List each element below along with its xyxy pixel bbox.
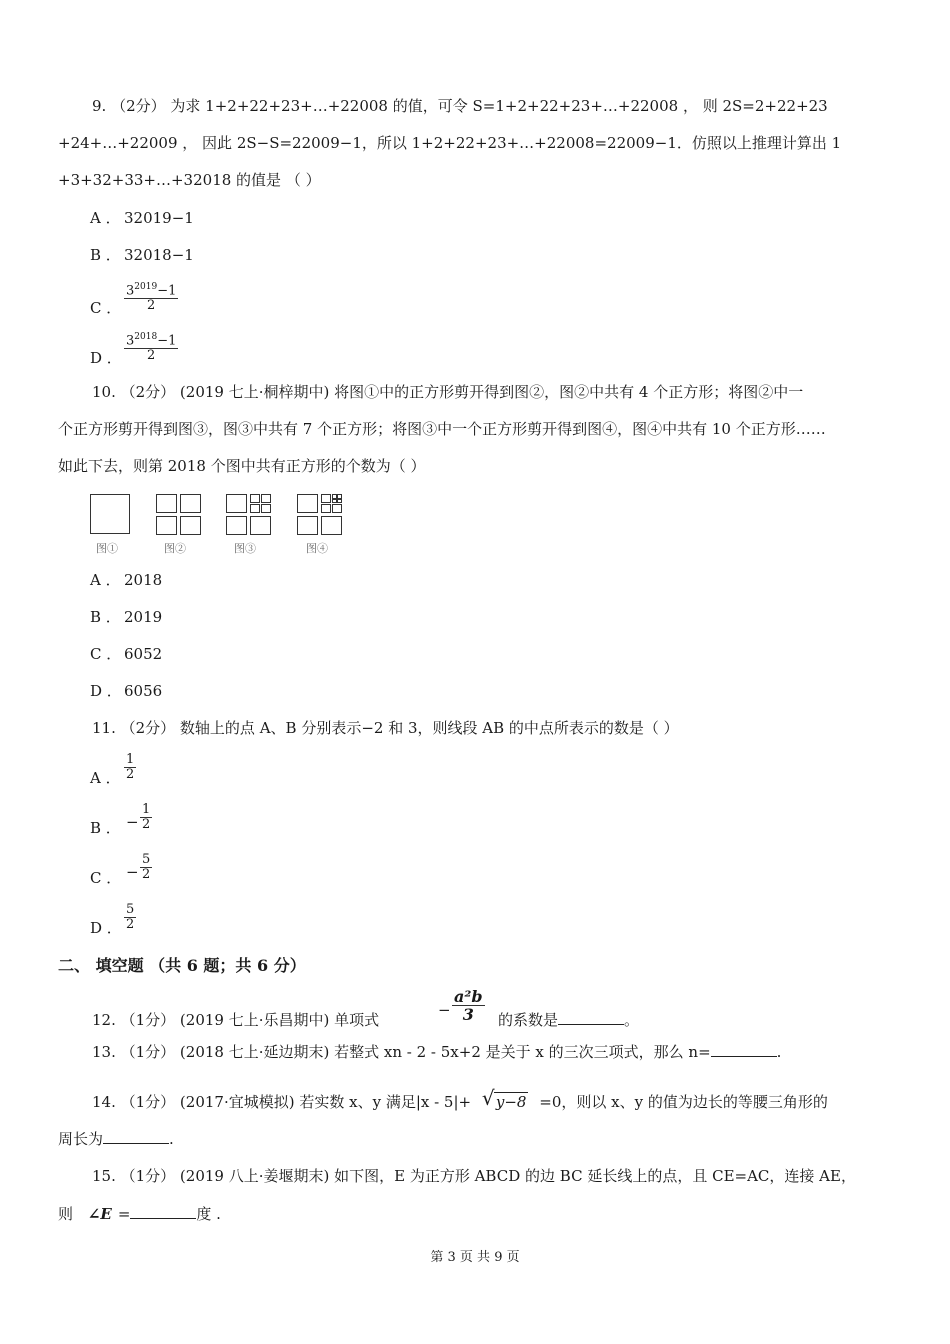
q10-option-c-label: C ．	[90, 645, 122, 663]
q10-line1: 10. （2分） (2019 七上·桐梓期中) 将图①中的正方形剪开得到图②，图②中共有 4 个正方形；将图②中一	[92, 383, 804, 401]
angle-e: ∠E	[87, 1205, 112, 1223]
q11-a-den: 2	[126, 767, 135, 782]
q11-option-c-label: C ．	[90, 869, 122, 887]
fig4-square	[332, 504, 342, 513]
q10-option-a: 2018	[124, 571, 163, 589]
answer-blank[interactable]	[130, 1204, 196, 1219]
fig4-square	[321, 504, 331, 513]
q12-fraction	[452, 988, 485, 1023]
q9-c-den: 2	[147, 298, 156, 314]
q14-end: .	[169, 1130, 174, 1148]
q12-suffix	[498, 1010, 639, 1030]
q9-option-b: 32018−1	[124, 246, 194, 264]
q15-eq: =	[117, 1205, 131, 1223]
q11-a-num: 1	[126, 752, 135, 767]
fig4-square	[337, 499, 342, 503]
q12-suffix-text: 的系数是	[498, 1011, 559, 1029]
q11-d-den: 2	[126, 917, 135, 932]
q9-option-b-label: B ．	[90, 246, 121, 264]
fig4-square	[321, 516, 342, 535]
fig2-square	[156, 494, 177, 513]
q10-line2: 个正方形剪开得到图③，图③中共有 7 个正方形；将图③中一个正方形剪开得到图④，图④中共有 10 个正方形……	[58, 420, 826, 438]
q9-line3: +3+32+33+…+32018 的值是 （ ）	[58, 171, 321, 189]
q12-prefix: 12. （1分） (2019 七上·乐昌期中) 单项式	[92, 1011, 380, 1029]
fig2-square	[180, 516, 201, 535]
q9-d-tail: −1	[157, 333, 177, 349]
q11-line1: 11. （2分） 数轴上的点 A、B 分别表示−2 和 3，则线段 AB 的中点所表示的数是（ ）	[92, 719, 679, 737]
q11-b-den: 2	[142, 817, 151, 832]
q12-den: 3	[462, 1005, 474, 1024]
q9-option-d-fraction	[124, 330, 178, 363]
fig1-square	[90, 494, 130, 534]
sqrt-symbol: √	[481, 1086, 495, 1110]
q9-line1: 9. （2分） 为求 1+2+22+23+…+22008 的值，可令 S=1+2+22+23+…+22008 ， 则 2S=2+22+23	[92, 97, 828, 115]
answer-blank[interactable]	[711, 1042, 777, 1057]
q9-c-tail: −1	[157, 283, 177, 299]
q11-option-d-fraction	[124, 903, 136, 932]
q14-line2	[58, 1129, 174, 1149]
q11-option-a-label: A ．	[90, 769, 121, 787]
q11-c-den: 2	[142, 867, 151, 882]
q13-text: 13. （1分） (2018 七上·延边期末) 若整式 xn - 2 - 5x+2 是关于 x 的三次三项式，那么 n=	[92, 1043, 711, 1061]
q9-line2: +24+…+22009 ， 因此 2S−S=22009−1，所以 1+2+22+23+…+22008=22009−1．仿照以上推理计算出 1	[58, 134, 842, 152]
q11-option-a-fraction	[124, 753, 136, 782]
q9-option-a: 32019−1	[124, 209, 194, 227]
fig2-square	[180, 494, 201, 513]
q15-prefix: 则	[58, 1205, 74, 1223]
q11-c-num: 5	[142, 852, 151, 867]
q9-option-c-fraction	[124, 280, 178, 313]
q11-option-b-label: B ．	[90, 819, 121, 837]
q15-line1: 15. （1分） (2019 八上·姜堰期末) 如下图，E 为正方形 ABCD 的边 BC 延长线上的点，且 CE=AC，连接 AE，	[92, 1167, 856, 1185]
q10-option-b: 2019	[124, 608, 163, 626]
q11-option-b-fraction	[140, 803, 152, 832]
sqrt-expression	[481, 1086, 529, 1112]
q10-option-d-label: D ．	[90, 682, 122, 700]
q10-option-b-label: B ．	[90, 608, 121, 626]
q12-end: 。	[624, 1011, 640, 1029]
fig2-label: 图②	[164, 542, 186, 555]
q13-line	[92, 1042, 781, 1062]
sqrt-radicand: y−8	[495, 1093, 527, 1111]
section-title: 二、 填空题 （共 6 题；共 6 分）	[58, 956, 306, 975]
q14-line2-text: 周长为	[58, 1130, 104, 1148]
q9-d-den: 2	[147, 348, 156, 364]
q15-line2	[58, 1204, 221, 1224]
fig4-label: 图④	[306, 542, 328, 555]
q9-d-base: 3	[126, 333, 135, 349]
q11-c-sign: −	[126, 863, 139, 881]
answer-blank[interactable]	[558, 1010, 624, 1025]
q14-line1	[92, 1086, 828, 1112]
q9-option-d-label: D ．	[90, 349, 122, 367]
q13-end: .	[776, 1043, 782, 1061]
q11-option-d-label: D ．	[90, 919, 122, 937]
q10-option-c: 6052	[124, 645, 163, 663]
q15-end: 度 .	[196, 1205, 221, 1223]
fig3-square	[250, 516, 271, 535]
fig4-square	[321, 494, 331, 503]
q14-suffix: =0，则以 x、y 的值为边长的等腰三角形的	[539, 1093, 828, 1111]
q9-option-c-label: C ．	[90, 299, 122, 317]
q9-c-exp: 2019	[134, 282, 158, 292]
fig3-square	[250, 504, 260, 513]
q11-option-c-fraction	[140, 853, 152, 882]
fig3-square	[226, 516, 247, 535]
q9-option-a-label: A ．	[90, 209, 121, 227]
q11-d-num: 5	[126, 902, 135, 917]
fig3-square	[250, 494, 260, 503]
answer-blank[interactable]	[103, 1129, 169, 1144]
q12-sign: −	[438, 1001, 451, 1019]
fig3-label: 图③	[234, 542, 256, 555]
q10-option-a-label: A ．	[90, 571, 121, 589]
fig1-label: 图①	[96, 542, 118, 555]
q10-line3: 如此下去，则第 2018 个图中共有正方形的个数为（ ）	[58, 457, 426, 475]
q9-d-exp: 2018	[134, 332, 158, 342]
q11-b-num: 1	[142, 802, 151, 817]
fig3-square	[226, 494, 247, 513]
q14-prefix: 14. （1分） (2017·宜城模拟) 若实数 x、y 满足|x - 5|+	[92, 1093, 472, 1111]
q9-c-base: 3	[126, 283, 135, 299]
fig4-square	[297, 516, 318, 535]
fig2-square	[156, 516, 177, 535]
q12-num: a²b	[454, 987, 483, 1006]
fig3-square	[261, 494, 271, 503]
fig3-square	[261, 504, 271, 513]
page-footer: 第 3 页 共 9 页	[430, 1250, 520, 1265]
q10-option-d: 6056	[124, 682, 163, 700]
q11-b-sign: −	[126, 813, 139, 831]
fig4-square	[297, 494, 318, 513]
